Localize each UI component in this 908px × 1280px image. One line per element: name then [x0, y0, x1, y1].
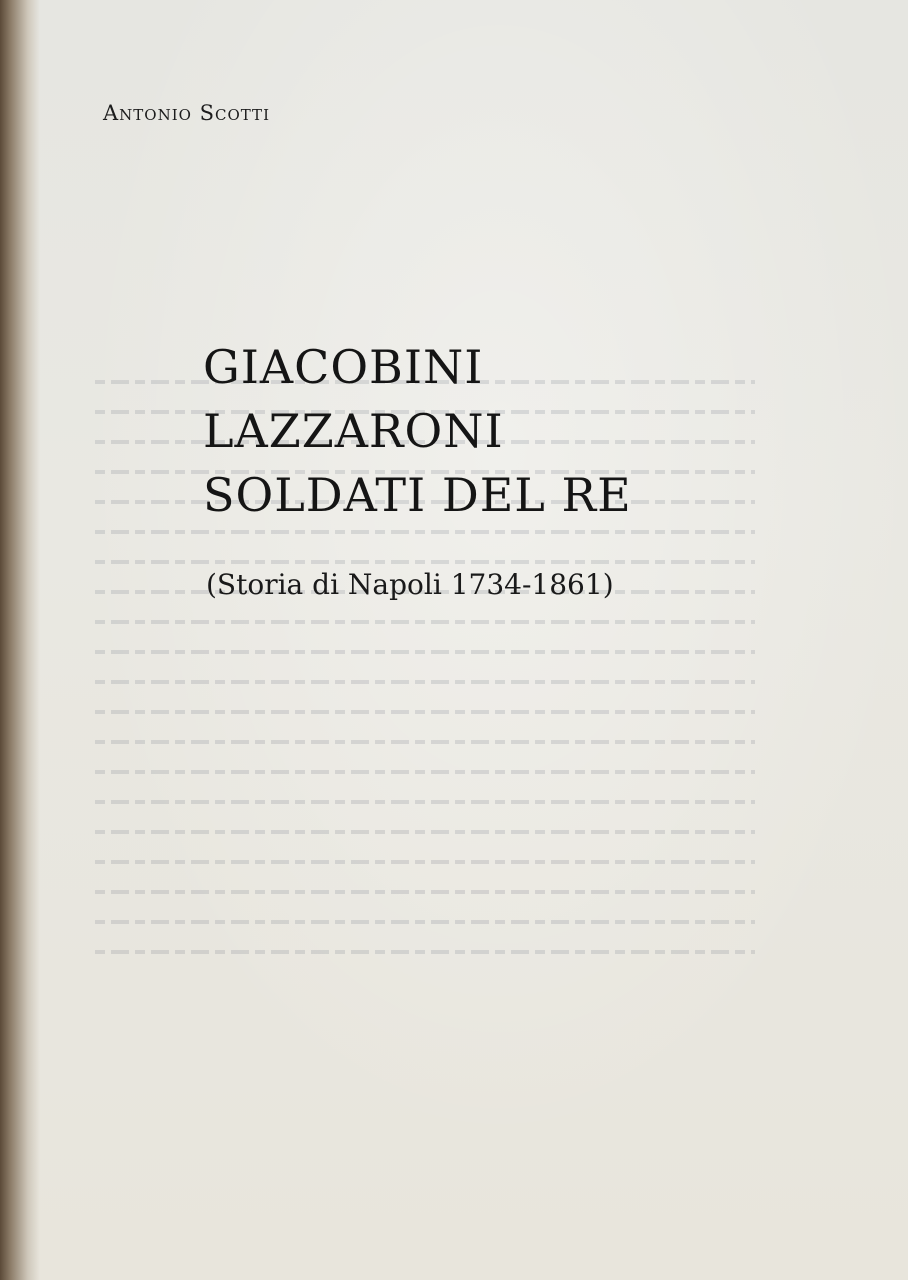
title-line-3: SOLDATI DEL RE [203, 468, 632, 522]
book-spine-shadow [0, 0, 40, 1280]
book-subtitle: (Storia di Napoli 1734-1861) [206, 568, 614, 601]
title-line-1: GIACOBINI [203, 340, 484, 394]
title-line-2: LAZZARONI [203, 404, 504, 458]
book-title [203, 335, 632, 527]
author-name: Antonio Scotti [103, 101, 270, 125]
